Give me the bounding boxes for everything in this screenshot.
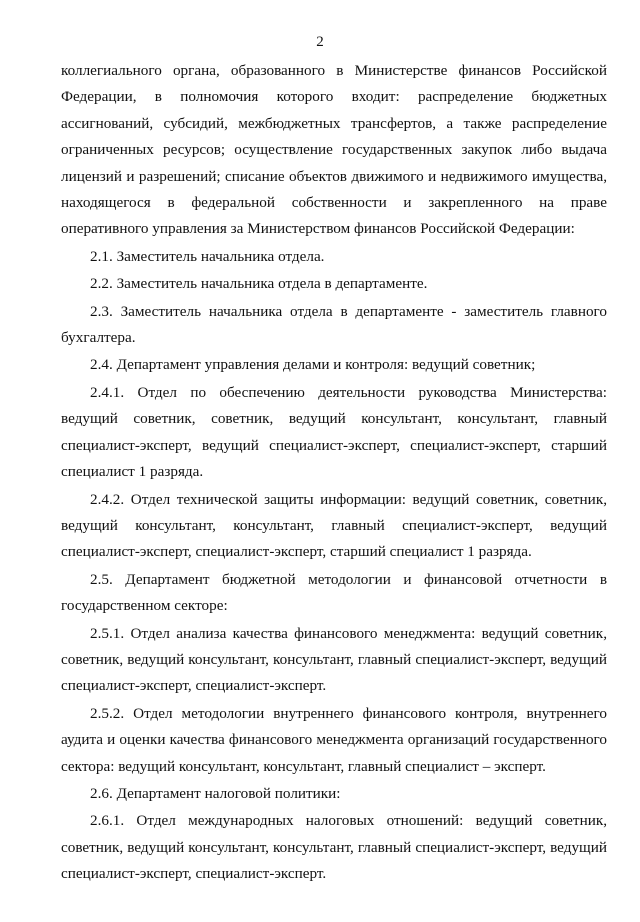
paragraph-2-3: 2.3. Заместитель начальника отдела в департаменте - заместитель главного бухгалтера. [61, 302, 607, 347]
paragraph-2-5-2: 2.5.2. Отдел методологии внутреннего финансового контроля, внутреннего аудита и оценки качества финансового менеджмента организаций государственного сектора: ведущий консультант, консультант, главный специалист – эксперт. [61, 704, 607, 775]
paragraph-2-5: 2.5. Департамент бюджетной методологии и финансовой отчетности в государственном секторе: [61, 570, 607, 615]
document-body [61, 58, 607, 889]
paragraph-2-5-1: 2.5.1. Отдел анализа качества финансового менеджмента: ведущий советник, советник, ведущий консультант, консультант, главный специалист-эксперт, ведущий специалист-эксперт, специалист-эксперт. [61, 624, 607, 695]
paragraph-2-6: 2.6. Департамент налоговой политики: [90, 784, 341, 802]
paragraph-continuation: коллегиального органа, образованного в Министерстве финансов Российской Федерации, в полномочия которого входит: распределение бюджетных ассигнований, субсидий, межбюджетных трансфертов, а также распределение ограниченных ресурсов; осуществление государственных закупок либо выдача лицензий и разрешений; списание объектов движимого и недвижимого имущества, находящегося в федеральной собственности и закрепленного на праве оперативного управления за Министерством финансов Российской Федерации: [61, 62, 607, 238]
paragraph-2-4-2: 2.4.2. Отдел технической защиты информации: ведущий советник, советник, ведущий консультант, консультант, главный специалист-эксперт, ведущий специалист-эксперт, специалист-эксперт, старший специалист 1 разряда. [61, 490, 607, 561]
page-number: 2 [316, 34, 324, 50]
paragraph-2-2: 2.2. Заместитель начальника отдела в департаменте. [90, 275, 428, 293]
paragraph-2-1: 2.1. Заместитель начальника отдела. [90, 247, 325, 265]
paragraph-2-4-1: 2.4.1. Отдел по обеспечению деятельности руководства Министерства: ведущий советник, советник, ведущий консультант, консультант, главный специалист-эксперт, ведущий специалист-эксперт, специалист-эксперт, старший специалист 1 разряда. [61, 383, 607, 481]
paragraph-2-6-1: 2.6.1. Отдел международных налоговых отношений: ведущий советник, советник, ведущий консультант, консультант, главный специалист-эксперт, ведущий специалист-эксперт, специалист-эксперт. [61, 812, 607, 883]
paragraph-2-4: 2.4. Департамент управления делами и контроля: ведущий советник; [90, 356, 536, 374]
